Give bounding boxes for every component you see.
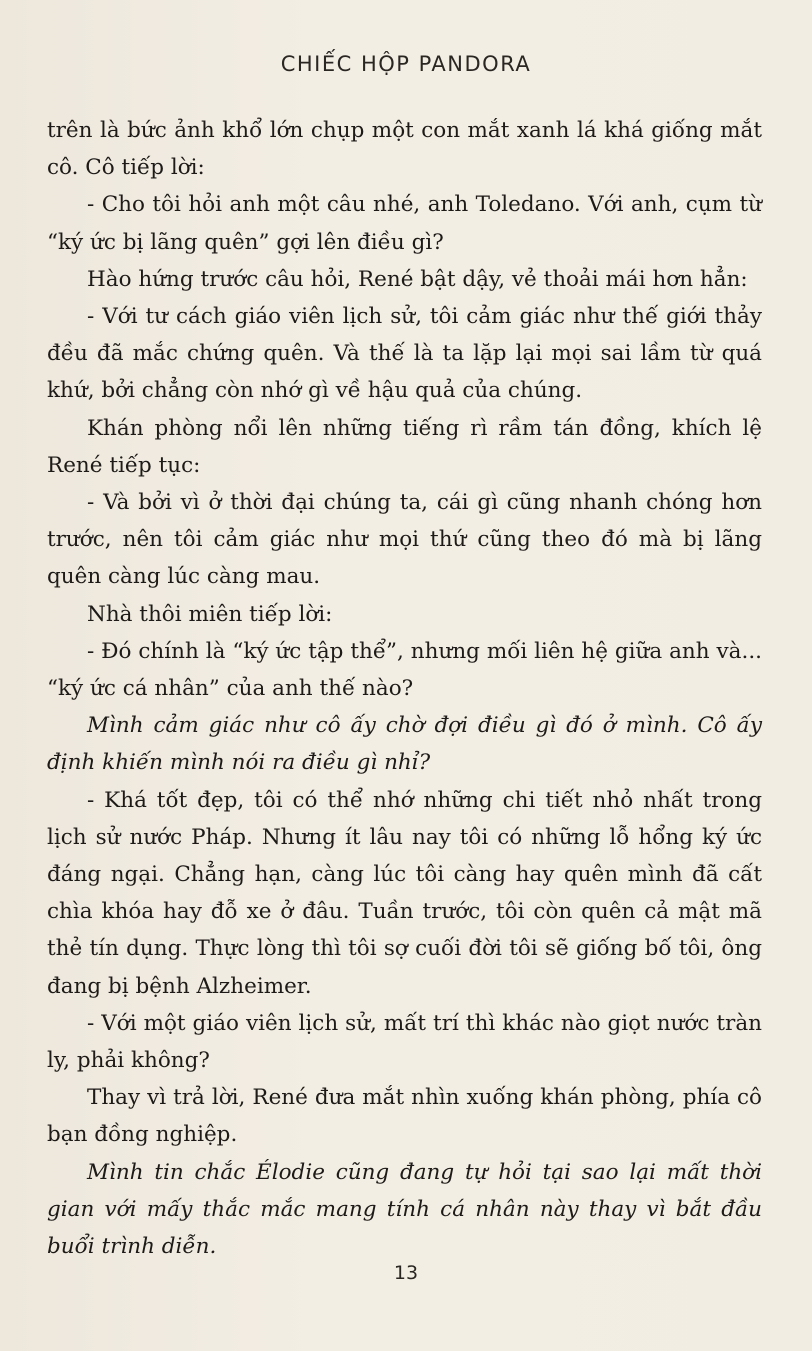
italic-thought-paragraph: Mình cảm giác như cô ấy chờ đợi điều gì đó ở mình. Cô ấy định khiến mình nói ra điều gì nhỉ? xyxy=(47,713,762,776)
body-text xyxy=(47,112,762,1265)
paragraph: Nhà thôi miên tiếp lời: xyxy=(87,601,333,627)
paragraph: trên là bức ảnh khổ lớn chụp một con mắt xanh lá khá giống mắt cô. Cô tiếp lời: xyxy=(47,118,762,181)
paragraph: Hào hứng trước câu hỏi, René bật dậy, vẻ thoải mái hơn hẳn: xyxy=(87,266,748,292)
paragraph: - Khá tốt đẹp, tôi có thể nhớ những chi tiết nhỏ nhất trong lịch sử nước Pháp. Nhưng ít lâu nay tôi có những lỗ hổng ký ức đáng ngại. Chẳng hạn, càng lúc tôi càng hay quên mình đã cất chìa khóa hay đỗ xe ở đâu. Tuần trước, tôi còn quên cả mật mã thẻ tín dụng. Thực lòng thì tôi sợ cuối đời tôi sẽ giống bố tôi, ông đang bị bệnh Alzheimer. xyxy=(47,787,762,999)
paragraph: - Cho tôi hỏi anh một câu nhé, anh Toledano. Với anh, cụm từ “ký ức bị lãng quên” gợi lên điều gì? xyxy=(47,192,762,255)
italic-thought-paragraph: Mình tin chắc Élodie cũng đang tự hỏi tại sao lại mất thời gian với mấy thắc mắc mang tính cá nhân này thay vì bắt đầu buổi trình diễn. xyxy=(47,1159,762,1260)
paragraph: Khán phòng nổi lên những tiếng rì rầm tán đồng, khích lệ René tiếp tục: xyxy=(47,415,762,478)
paragraph: - Đó chính là “ký ức tập thể”, nhưng mối liên hệ giữa anh và... “ký ức cá nhân” của anh thế nào? xyxy=(47,638,762,702)
running-head-title: CHIẾC HỘP PANDORA xyxy=(280,52,532,76)
paragraph: - Và bởi vì ở thời đại chúng ta, cái gì cũng nhanh chóng hơn trước, nên tôi cảm giác như mọi thứ cũng theo đó mà bị lãng quên càng lúc càng mau. xyxy=(47,490,762,590)
paragraph: - Với một giáo viên lịch sử, mất trí thì khác nào giọt nước tràn ly, phải không? xyxy=(47,1010,762,1074)
paragraph: - Với tư cách giáo viên lịch sử, tôi cảm giác như thế giới thảy đều đã mắc chứng quên. Và thế là ta lặp lại mọi sai lầm từ quá khứ, bởi chẳng còn nhớ gì về hậu quả của chúng. xyxy=(47,304,762,404)
page-number: 13 xyxy=(393,1262,419,1284)
paragraph: Thay vì trả lời, René đưa mắt nhìn xuống khán phòng, phía cô bạn đồng nghiệp. xyxy=(47,1085,762,1148)
